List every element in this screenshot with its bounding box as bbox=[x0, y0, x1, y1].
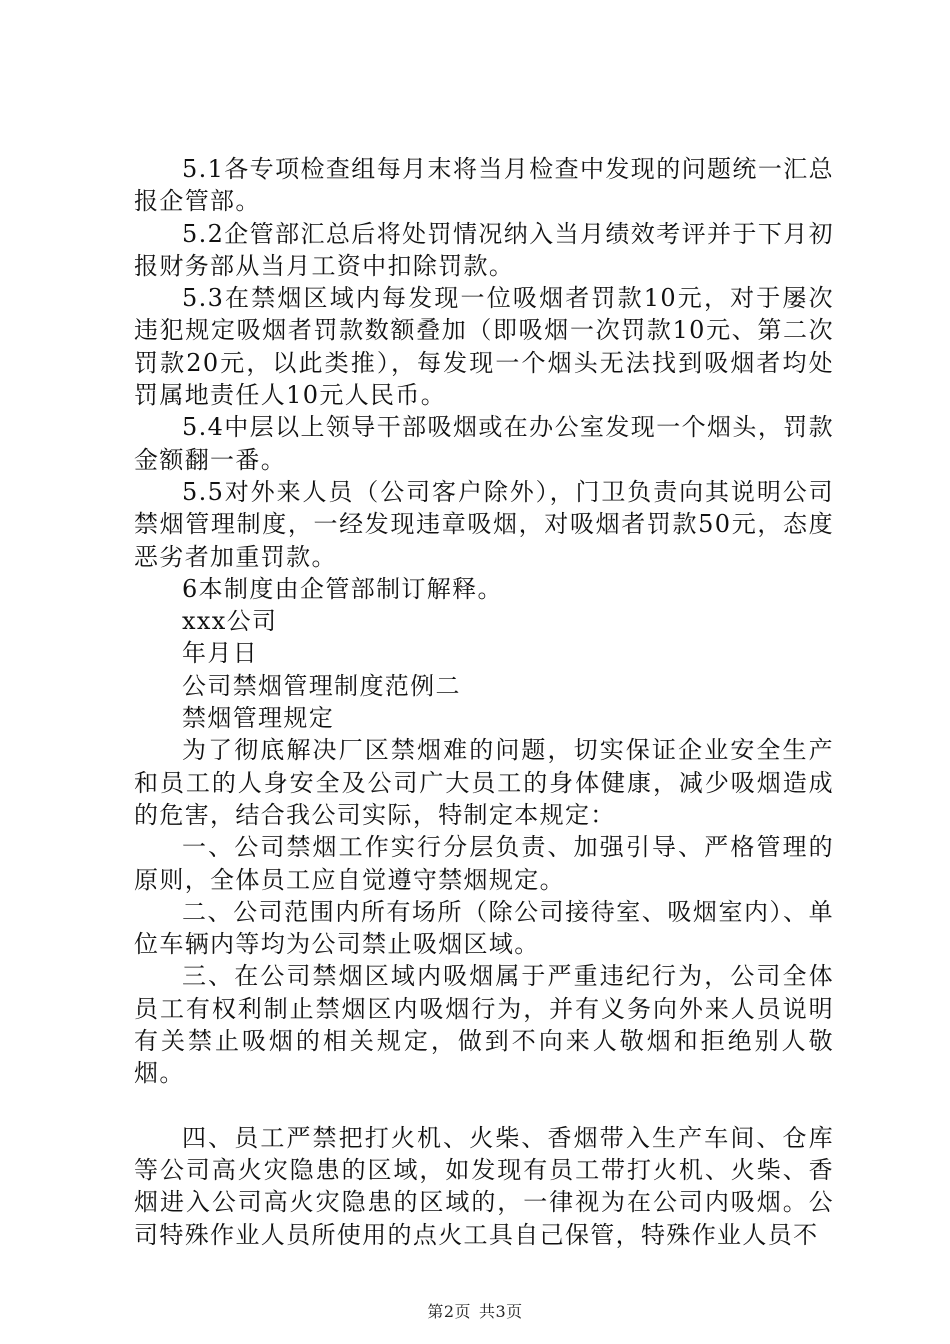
paragraph-item-1: 一、公司禁烟工作实行分层负责、加强引导、严格管理的原则，全体员工应自觉遵守禁烟规定。 bbox=[134, 833, 834, 894]
page-number: 第2页 bbox=[427, 1302, 471, 1321]
paragraph-5-5: 5.5对外来人员（公司客户除外），门卫负责向其说明公司禁烟管理制度，一经发现违章吸烟，对吸烟者罚款50元，态度恶劣者加重罚款。 bbox=[134, 477, 834, 571]
paragraph-5-1: 5.1各专项检查组每月末将当月检查中发现的问题统一汇总报企管部。 bbox=[134, 155, 834, 216]
section-title: 公司禁烟管理制度范例二 bbox=[182, 671, 461, 700]
company-signature: xxx公司 bbox=[182, 607, 278, 636]
paragraph-5-2: 5.2企管部汇总后将处罚情况纳入当月绩效考评并于下月初报财务部从当月工资中扣除罚款。 bbox=[134, 219, 834, 280]
paragraph-5-4: 5.4中层以上领导干部吸烟或在办公室发现一个烟头，罚款金额翻一番。 bbox=[134, 413, 834, 474]
page-footer bbox=[0, 1299, 950, 1322]
paragraph-5-3: 5.3在禁烟区域内每发现一位吸烟者罚款10元，对于屡次违犯规定吸烟者罚款数额叠加（即吸烟一次罚款10元、第二次罚款20元，以此类推），每发现一个烟头无法找到吸烟者均处罚属地责任人10元人民币。 bbox=[134, 284, 834, 410]
paragraph-intro: 为了彻底解决厂区禁烟难的问题，切实保证企业安全生产和员工的人身安全及公司广大员工的身体健康，减少吸烟造成的危害，结合我公司实际，特制定本规定： bbox=[134, 736, 834, 829]
paragraph-spacer bbox=[134, 1090, 834, 1122]
paragraph-item-4: 四、员工严禁把打火机、火柴、香烟带入生产车间、仓库等公司高火灾隐患的区域，如发现有员工带打火机、火柴、香烟进入公司高火灾隐患的区域的，一律视为在公司内吸烟。公司特殊作业人员所使用的点火工具自己保管，特殊作业人员不 bbox=[134, 1123, 834, 1249]
page-total: 共3页 bbox=[479, 1302, 523, 1321]
signature-date: 年月日 bbox=[182, 639, 259, 668]
paragraph-item-3: 三、在公司禁烟区域内吸烟属于严重违纪行为，公司全体员工有权利制止禁烟区内吸烟行为，并有义务向外来人员说明有关禁止吸烟的相关规定，做到不向来人敬烟和拒绝别人敬烟。 bbox=[134, 962, 834, 1088]
document-body bbox=[134, 153, 834, 1251]
paragraph-item-2: 二、公司范围内所有场所（除公司接待室、吸烟室内）、单位车辆内等均为公司禁止吸烟区域。 bbox=[134, 897, 834, 959]
paragraph-6: 6本制度由企管部制订解释。 bbox=[182, 574, 503, 603]
regulation-title: 禁烟管理规定 bbox=[182, 704, 335, 733]
